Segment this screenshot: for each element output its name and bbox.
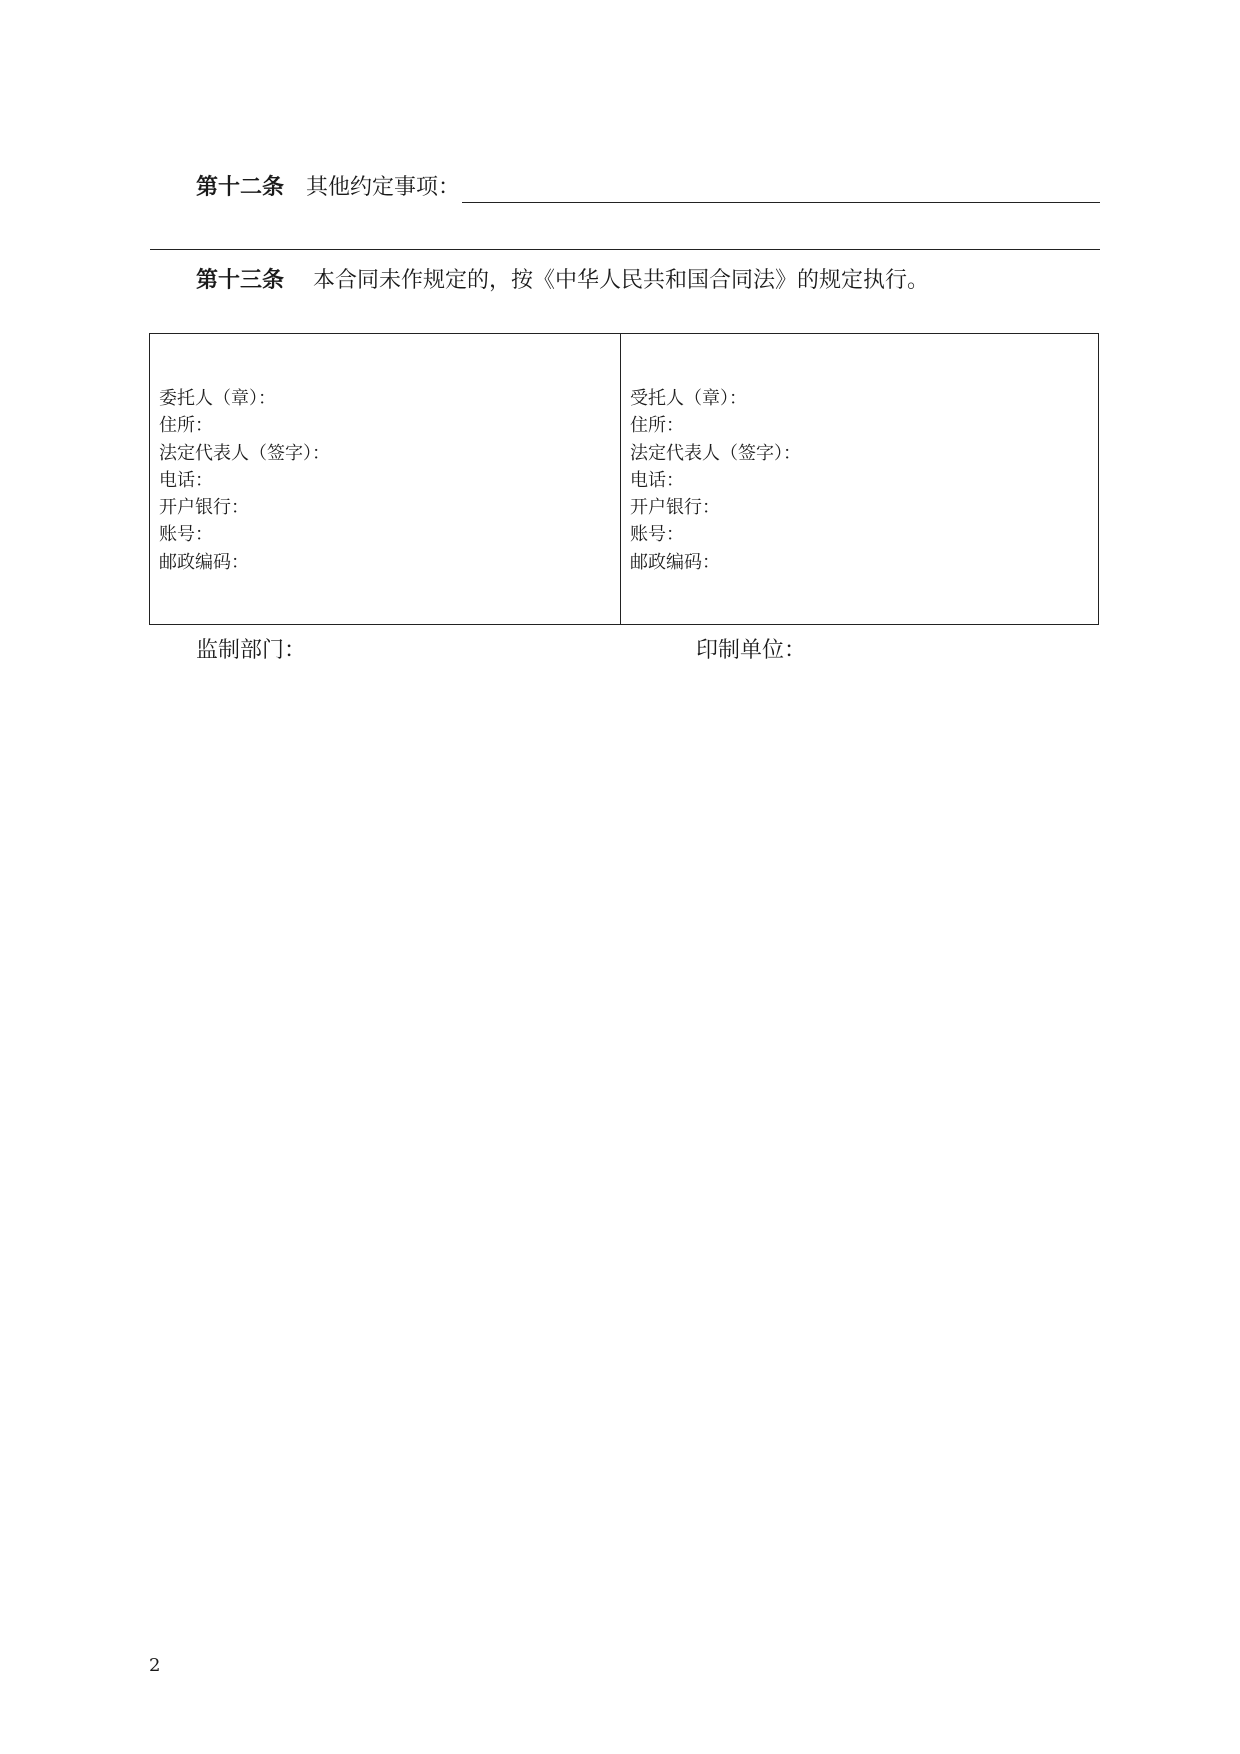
principal-bank-label: 开户银行： (159, 497, 249, 519)
principal-party-cell (150, 334, 621, 624)
agent-address-label: 住所： (630, 415, 684, 437)
article-13-number: 第十三条 (196, 268, 285, 293)
agent-phone-label: 电话： (630, 469, 684, 491)
continuation-blank-line (150, 249, 1100, 250)
supervising-department-label: 监制部门： (196, 638, 307, 663)
agent-party-cell (621, 334, 1098, 624)
agent-account-label: 账号： (630, 524, 684, 546)
article-12 (196, 173, 1100, 203)
agent-legal-rep-label: 法定代表人（签字）： (630, 442, 801, 464)
principal-address-label: 住所： (159, 415, 213, 437)
principal-account-label: 账号： (159, 524, 213, 546)
article-12-number: 第十二条 (196, 175, 285, 200)
agent-bank-label: 开户银行： (630, 497, 720, 519)
printing-unit-label: 印制单位： (696, 638, 807, 663)
agent-postcode-label: 邮政编码： (630, 551, 720, 573)
agent-seal-label: 受托人（章）： (630, 388, 747, 409)
page-number: 2 (149, 1655, 161, 1676)
signature-table (149, 333, 1099, 625)
article-12-text: 其他约定事项： (306, 175, 461, 200)
principal-legal-rep-label: 法定代表人（签字）： (159, 442, 330, 464)
article-12-blank-line (462, 174, 1100, 203)
principal-postcode-label: 邮政编码： (159, 551, 249, 573)
principal-seal-label: 委托人（章）： (159, 388, 276, 409)
article-13-text: 本合同未作规定的，按《中华人民共和国合同法》的规定执行。 (313, 268, 930, 293)
principal-phone-label: 电话： (159, 469, 213, 491)
article-13 (196, 266, 929, 296)
